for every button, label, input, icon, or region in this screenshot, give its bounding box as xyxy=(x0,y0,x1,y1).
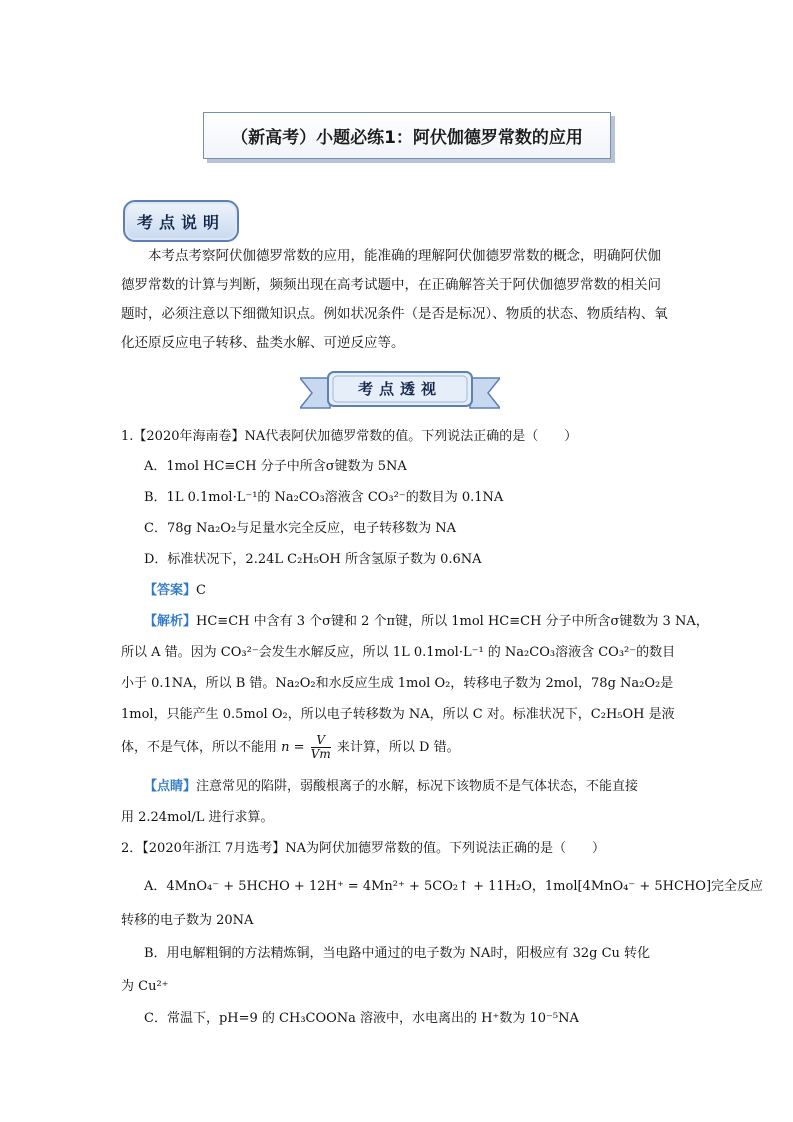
formula-fraction xyxy=(311,734,331,761)
q1-tip-line1 xyxy=(144,778,638,796)
answer-tag: 【答案】 xyxy=(144,583,197,598)
section-badge-exam-points: 考点说明 xyxy=(123,200,239,242)
q1-option-a: A．1mol HC≡CH 分子中所含σ键数为 5NA xyxy=(144,459,407,474)
q1-stem: 1.【2020年海南卷】NA代表阿伏加德罗常数的值。下列说法正确的是（ ） xyxy=(121,429,578,444)
analysis-text: HC≡CH 中含有 3 个σ键和 2 个π键，所以 1mol HC≡CH 分子中所含σ键数为 3 NA， xyxy=(196,614,709,629)
analysis-text-5b: 来计算，所以 D 错。 xyxy=(336,740,460,755)
page-title: （新高考）小题必练1：阿伏伽德罗常数的应用 xyxy=(203,112,611,159)
tip-tag: 【点睛】 xyxy=(144,779,197,794)
q2-option-a-line1: A．4MnO₄⁻ + 5HCHO + 12H⁺ = 4Mn²⁺ + 5CO₂↑ + 11H₂O，1mol[4MnO₄⁻ + 5HCHO]完全反应 xyxy=(144,879,764,894)
section-banner-perspective xyxy=(300,370,500,414)
q1-analysis-line5 xyxy=(121,734,460,761)
banner-label: 考点透视 xyxy=(357,379,442,398)
q1-option-b: B．1L 0.1mol·L⁻¹的 Na₂CO₃溶液含 CO₃²⁻的数目为 0.1NA xyxy=(144,490,504,505)
q1-answer xyxy=(144,582,206,600)
q1-analysis-line3: 小于 0.1NA，所以 B 错。Na₂O₂和水反应生成 1mol O₂，转移电子数为 2mol，78g Na₂O₂是 xyxy=(121,676,674,691)
q1-option-d: D．标准状况下，2.24L C₂H₅OH 所含氢原子数为 0.6NA xyxy=(144,552,482,567)
tip-text: 注意常见的陷阱，弱酸根离子的水解，标况下该物质不是气体状态，不能直接 xyxy=(196,779,639,794)
q2-option-b-line1: B．用电解粗铜的方法精炼铜，当电路中通过的电子数为 NA时，阳极应有 32g Cu 转化 xyxy=(144,946,651,961)
formula-numerator: V xyxy=(311,734,331,748)
formula-lhs: n = xyxy=(281,740,305,755)
q2-option-a-line2: 转移的电子数为 20NA xyxy=(121,913,254,928)
q2-option-c: C．常温下，pH=9 的 CH₃COONa 溶液中，水电离出的 H⁺数为 10⁻⁵NA xyxy=(144,1011,579,1026)
q1-analysis-line1 xyxy=(144,613,709,631)
q2-option-b-line2: 为 Cu²⁺ xyxy=(121,979,169,994)
q1-option-c: C．78g Na₂O₂与足量水完全反应，电子转移数为 NA xyxy=(144,521,457,536)
q1-tip-line2: 用 2.24mol/L 进行求算。 xyxy=(121,810,274,825)
formula-denominator: Vm xyxy=(310,747,331,761)
q2-stem: 2．【2020年浙江 7月选考】NA为阿伏加德罗常数的值。下列说法正确的是（ ） xyxy=(121,841,606,856)
q1-analysis-line2: 所以 A 错。因为 CO₃²⁻会发生水解反应，所以 1L 0.1mol·L⁻¹ 的 Na₂CO₃溶液含 CO₃²⁻的数目 xyxy=(121,645,676,660)
analysis-tag: 【解析】 xyxy=(144,614,197,629)
answer-value: C xyxy=(196,583,206,598)
analysis-text-5a: 体，不是气体，所以不能用 xyxy=(121,740,278,755)
intro-paragraph: 本考点考察阿伏伽德罗常数的应用，能准确的理解阿伏伽德罗常数的概念，明确阿伏伽德罗常数的计算与判断，频频出现在高考试题中，在正确解答关于阿伏伽德罗常数的相关问题时，必须注意以下细微知识点。例如状况条件（是否是标况）、物质的状态、物质结构、氧化还原反应电子转移、盐类水解、可逆反应等。 xyxy=(121,248,668,351)
q1-analysis-line4: 1mol，只能产生 0.5mol O₂，所以电子转移数为 NA，所以 C 对。标准状况下，C₂H₅OH 是液 xyxy=(121,707,675,722)
